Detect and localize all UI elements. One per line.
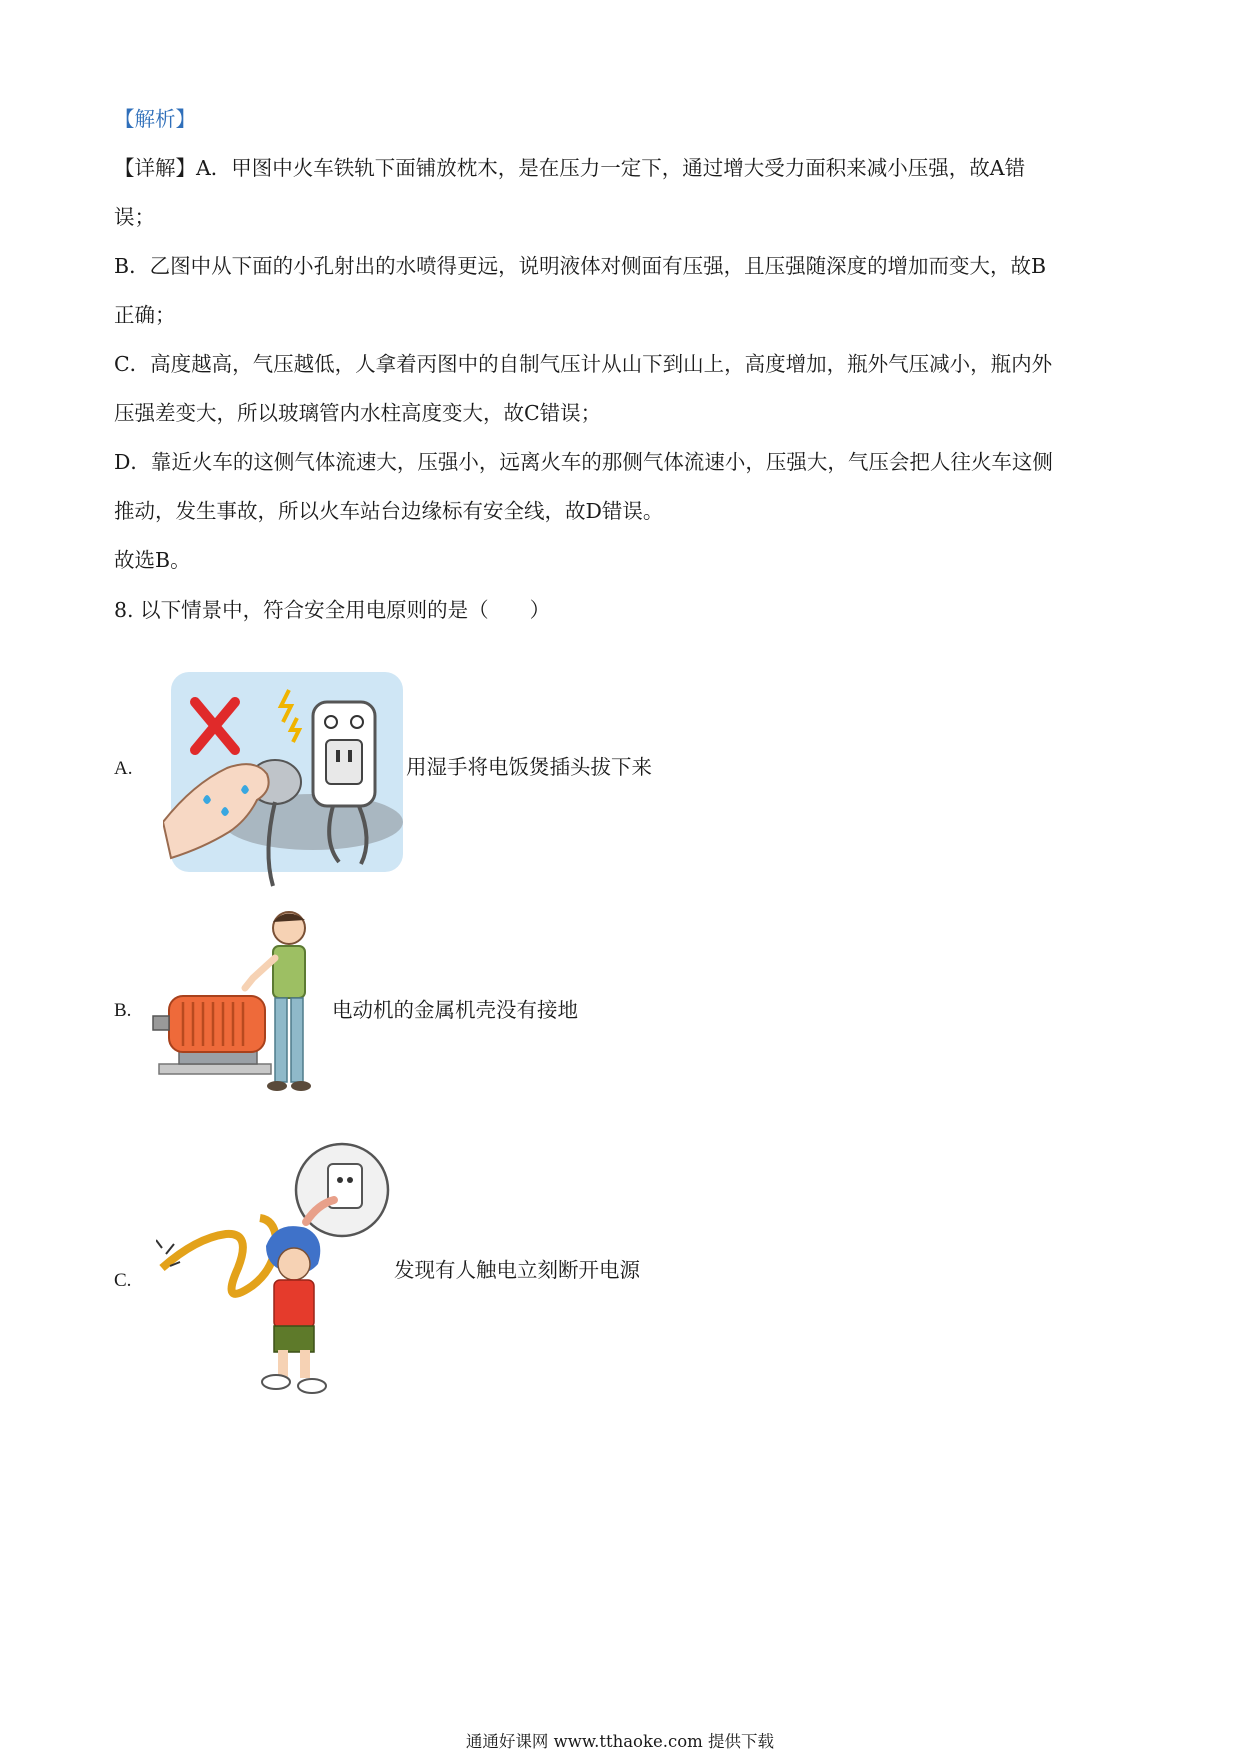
option-a-letter: A. bbox=[114, 758, 133, 779]
analysis-line: D．靠近火车的这侧气体流速大，压强小，远离火车的那侧气体流速小，压强大，气压会把人往火车这侧 bbox=[114, 450, 1053, 474]
option-b-letter: B. bbox=[114, 1000, 132, 1021]
wet-hand-unplugging-icon bbox=[163, 672, 403, 894]
analysis-line: 压强差变大，所以玻璃管内水柱高度变大，故C错误； bbox=[114, 401, 602, 425]
option-c-letter: C. bbox=[114, 1270, 132, 1291]
analysis-line: 误； bbox=[114, 205, 155, 229]
analysis-line: 【详解】A．甲图中火车铁轨下面铺放枕木，是在压力一定下，通过增大受力面积来减小压强，故A错 bbox=[114, 156, 1026, 180]
analysis-line: 正确； bbox=[114, 303, 176, 327]
option-c-text: 发现有人触电立刻断开电源 bbox=[394, 1258, 640, 1282]
analysis-line: 推动，发生事故，所以火车站台边缘标有安全线，故D错误。 bbox=[114, 499, 664, 523]
option-b-text: 电动机的金属机壳没有接地 bbox=[332, 998, 578, 1022]
analysis-line: 故选B。 bbox=[114, 548, 191, 572]
analysis-line: C．高度越高，气压越低，人拿着丙图中的自制气压计从山下到山上，高度增加，瓶外气压减小，瓶内外 bbox=[114, 352, 1053, 376]
footer-source: 通通好课网 www.tthaoke.com 提供下载 bbox=[465, 1732, 775, 1751]
analysis-tag: 【解析】 bbox=[114, 107, 196, 131]
electric-shock-rescue-icon bbox=[156, 1138, 396, 1400]
motor-not-grounded-icon bbox=[149, 906, 329, 1102]
question-stem: 8. 以下情景中，符合安全用电原则的是（ ） bbox=[114, 598, 551, 622]
option-a-text: 用湿手将电饭煲插头拔下来 bbox=[406, 755, 652, 779]
analysis-line: B．乙图中从下面的小孔射出的水喷得更远，说明液体对侧面有压强，且压强随深度的增加而变大，故B bbox=[114, 254, 1047, 278]
